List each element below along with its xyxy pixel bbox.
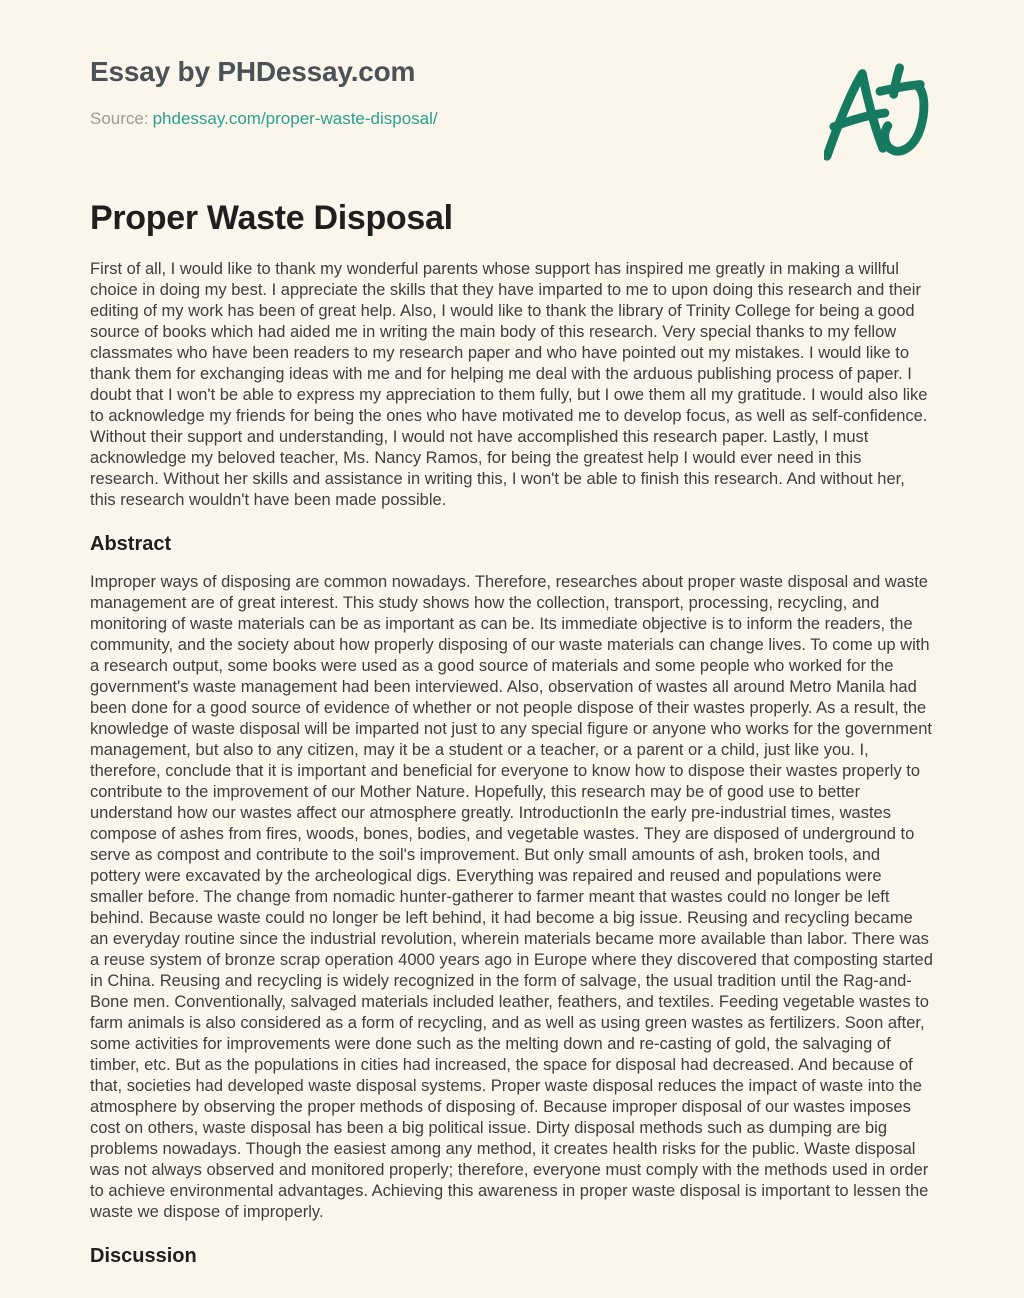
- source-link[interactable]: phdessay.com/proper-waste-disposal/: [152, 108, 438, 128]
- section-heading-discussion: Discussion: [90, 1245, 197, 1268]
- acknowledgement-paragraph: First of all, I would like to thank my wonderful parents whose support has inspired me greatly in making a willful choice in doing my best. I appreciate the skills that they have imparted to me to upon doing this research and their editing of my work has been of great help. Also, I would like to thank the library of Trinity College for being a good source of books which had aided me in writing the main body of this research. Very special thanks to my fellow classmates who have been readers to my research paper and who have pointed out my mistakes. I would like to thank them for exchanging ideas with me and for helping me deal with the arduous publishing process of paper. I doubt that I won't be able to express my appreciation to them fully, but I owe them all my gratitude. I would also like to acknowledge my friends for being the ones who have motivated me to develop focus, as well as self-confidence. Without their support and understanding, I would not have accomplished this research paper. Lastly, I must acknowledge my beloved teacher, Ms. Nancy Ramos, for being the greatest help I would ever need in this research. Without her skills and assistance in writing this, I won't be able to finish this research. And without her, this research wouldn't have been made possible.: [90, 260, 928, 510]
- site-title: Essay by PHDessay.com: [90, 56, 416, 87]
- page-header: [90, 55, 934, 129]
- header-text-block: [90, 55, 438, 129]
- a-plus-logo-icon: [824, 60, 932, 162]
- section-heading-abstract: Abstract: [90, 533, 172, 556]
- source-line: [90, 109, 438, 129]
- document-title: Proper Waste Disposal: [90, 198, 453, 237]
- source-label: Source:: [90, 108, 149, 128]
- abstract-paragraph: Improper ways of disposing are common nowadays. Therefore, researches about proper waste disposal and waste management are of great interest. This study shows how the collection, transport, processing, recycling, and monitoring of waste materials can be as important as can be. Its immediate objective is to inform the readers, the community, and the society about how properly disposing of our waste materials can change lives. To come up with a research output, some books were used as a good source of materials and some people who worked for the government's waste management had been interviewed. Also, observation of wastes all around Metro Manila had been done for a good source of evidence of whether or not people dispose of their wastes properly. As a result, the knowledge of waste disposal will be imparted not just to any special figure or anyone who works for the government management, but also to any citizen, may it be a student or a teacher, or a parent or a child, just like you. I, therefore, conclude that it is important and beneficial for everyone to know how to dispose their wastes properly to contribute to the improvement of our Mother Nature. Hopefully, this research may be of good use to better understand how our wastes affect our atmosphere greatly. IntroductionIn the early pre-industrial times, wastes compose of ashes from fires, woods, bones, bodies, and vegetable wastes. They are disposed of underground to serve as compost and contribute to the soil's improvement. But only small amounts of ash, broken tools, and pottery were excavated by the archeological digs. Everything was repaired and reused and populations were smaller before. The change from nomadic hunter-gatherer to farmer meant that wastes could no longer be left behind. Because waste could no longer be left behind, it had become a big issue. Reusing and recycling became an everyday routine since the industrial revolution, wherein materials became more available than labor. There was a reuse system of bronze scrap operation 4000 years ago in Europe where they discovered that composting started in China. Reusing and recycling is widely recognized in the form of salvage, the usual tradition until the Rag-and-Bone men. Conventionally, salvaged materials included leather, feathers, and textiles. Feeding vegetable wastes to farm animals is also considered as a form of recycling, and as well as using green wastes as fertilizers. Soon after, some activities for improvements were done such as the melting down and re-casting of gold, the salvaging of timber, etc. But as the populations in cities had increased, the space for disposal had decreased. And because of that, societies had developed waste disposal systems. Proper waste disposal reduces the impact of waste into the atmosphere by observing the proper methods of disposing of. Because improper disposal of our wastes imposes cost on others, waste disposal has been a big political issue. Dirty disposal methods such as dumping are big problems nowadays. Though the easiest among any method, it creates health risks for the public. Waste disposal was not always observed and monitored properly; therefore, everyone must comply with the methods used in order to achieve environmental advantages. Achieving this awareness in proper waste disposal is important to lessen the waste we dispose of improperly.: [90, 573, 933, 1222]
